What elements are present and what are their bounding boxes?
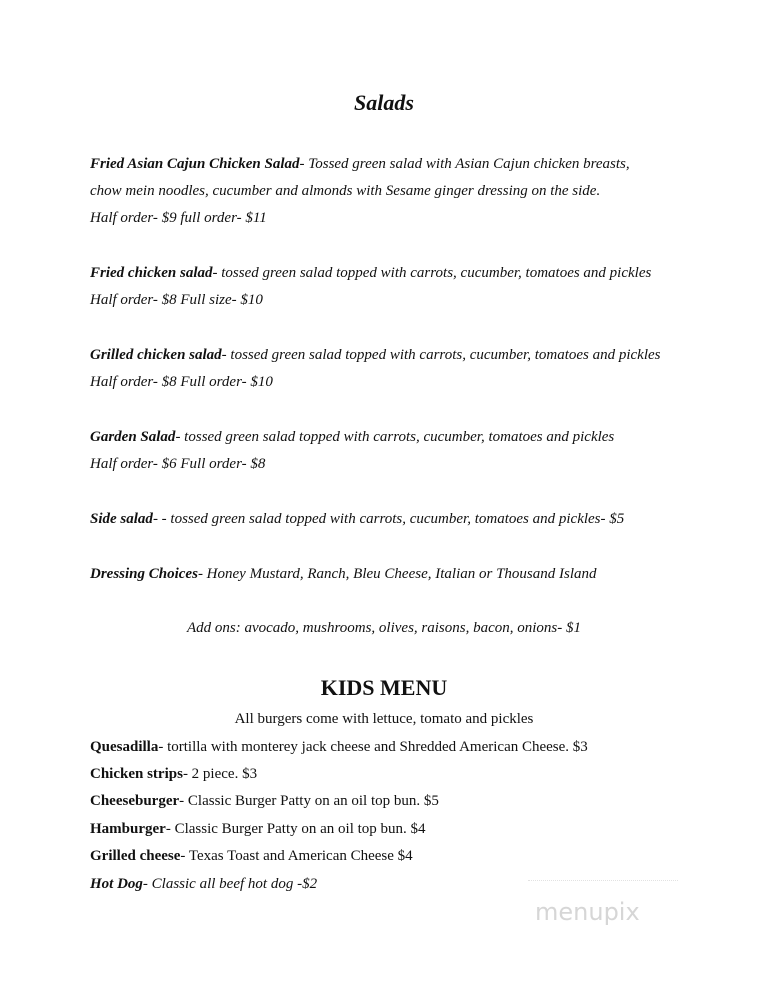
kids-item-description: - Classic Burger Patty on an oil top bun. $4	[165, 821, 426, 837]
watermark-divider	[528, 880, 678, 887]
salad-description: - tossed green salad topped with carrots, cucumber, tomatoes and pickles	[175, 429, 615, 445]
kids-item	[90, 739, 588, 756]
salad-description: - Tossed green salad with Asian Cajun chicken breasts,	[299, 156, 630, 172]
kids-item-name: Quesadilla	[90, 739, 159, 755]
kids-item-description: - Classic all beef hot dog -$2	[142, 876, 318, 892]
salad-description-line: chow mein noodles, cucumber and almonds with Sesame ginger dressing on the side.	[90, 183, 601, 199]
salad-name: Fried Asian Cajun Chicken Salad	[90, 156, 300, 172]
kids-item	[90, 821, 426, 838]
kids-item	[90, 766, 257, 783]
kids-item-name: Cheeseburger	[90, 793, 180, 809]
salad-item	[90, 156, 630, 173]
dressing-text: - Honey Mustard, Ranch, Bleu Cheese, Italian or Thousand Island	[197, 566, 597, 582]
kids-menu-subtitle: All burgers come with lettuce, tomato and pickles	[234, 711, 534, 727]
salad-price: Half order- $8 Full order- $10	[90, 374, 273, 390]
kids-item-name: Hamburger	[90, 821, 166, 837]
menupix-watermark: menupix	[535, 898, 640, 926]
addons-line: Add ons: avocado, mushrooms, olives, raisons, bacon, onions- $1	[186, 620, 581, 636]
kids-item-description: - Classic Burger Patty on an oil top bun. $5	[179, 793, 439, 809]
salad-item	[90, 511, 624, 528]
salad-name: Side salad	[90, 511, 153, 527]
salad-description: - tossed green salad topped with carrots, cucumber, tomatoes and pickles	[221, 347, 661, 363]
kids-item	[90, 848, 413, 865]
salad-item	[90, 265, 651, 282]
salad-item	[90, 347, 661, 364]
kids-item-description: - Texas Toast and American Cheese $4	[180, 848, 413, 864]
dressing-choices	[90, 566, 597, 583]
kids-item-name: Chicken strips	[90, 766, 183, 782]
salad-price: Half order- $6 Full order- $8	[90, 456, 266, 472]
kids-item	[90, 793, 439, 810]
kids-item-description: - tortilla with monterey jack cheese and Shredded American Cheese. $3	[158, 739, 588, 755]
kids-item-description: - 2 piece. $3	[182, 766, 258, 782]
kids-item-name: Hot Dog	[90, 876, 143, 892]
salads-title: Salads	[354, 90, 414, 115]
salad-name: Grilled chicken salad	[90, 347, 222, 363]
salad-name: Garden Salad	[90, 429, 176, 445]
dressing-label: Dressing Choices	[90, 566, 198, 582]
salad-name: Fried chicken salad	[90, 265, 213, 281]
kids-item-name: Grilled cheese	[90, 848, 181, 864]
kids-menu-title: KIDS MENU	[320, 675, 448, 700]
kids-item	[90, 876, 317, 893]
salad-price: Half order- $8 Full size- $10	[90, 292, 263, 308]
salad-description: - tossed green salad topped with carrots, cucumber, tomatoes and pickles	[212, 265, 652, 281]
salad-item	[90, 429, 614, 446]
salad-description: - - tossed green salad topped with carrots, cucumber, tomatoes and pickles- $5	[152, 511, 625, 527]
salad-price: Half order- $9 full order- $11	[90, 210, 267, 226]
